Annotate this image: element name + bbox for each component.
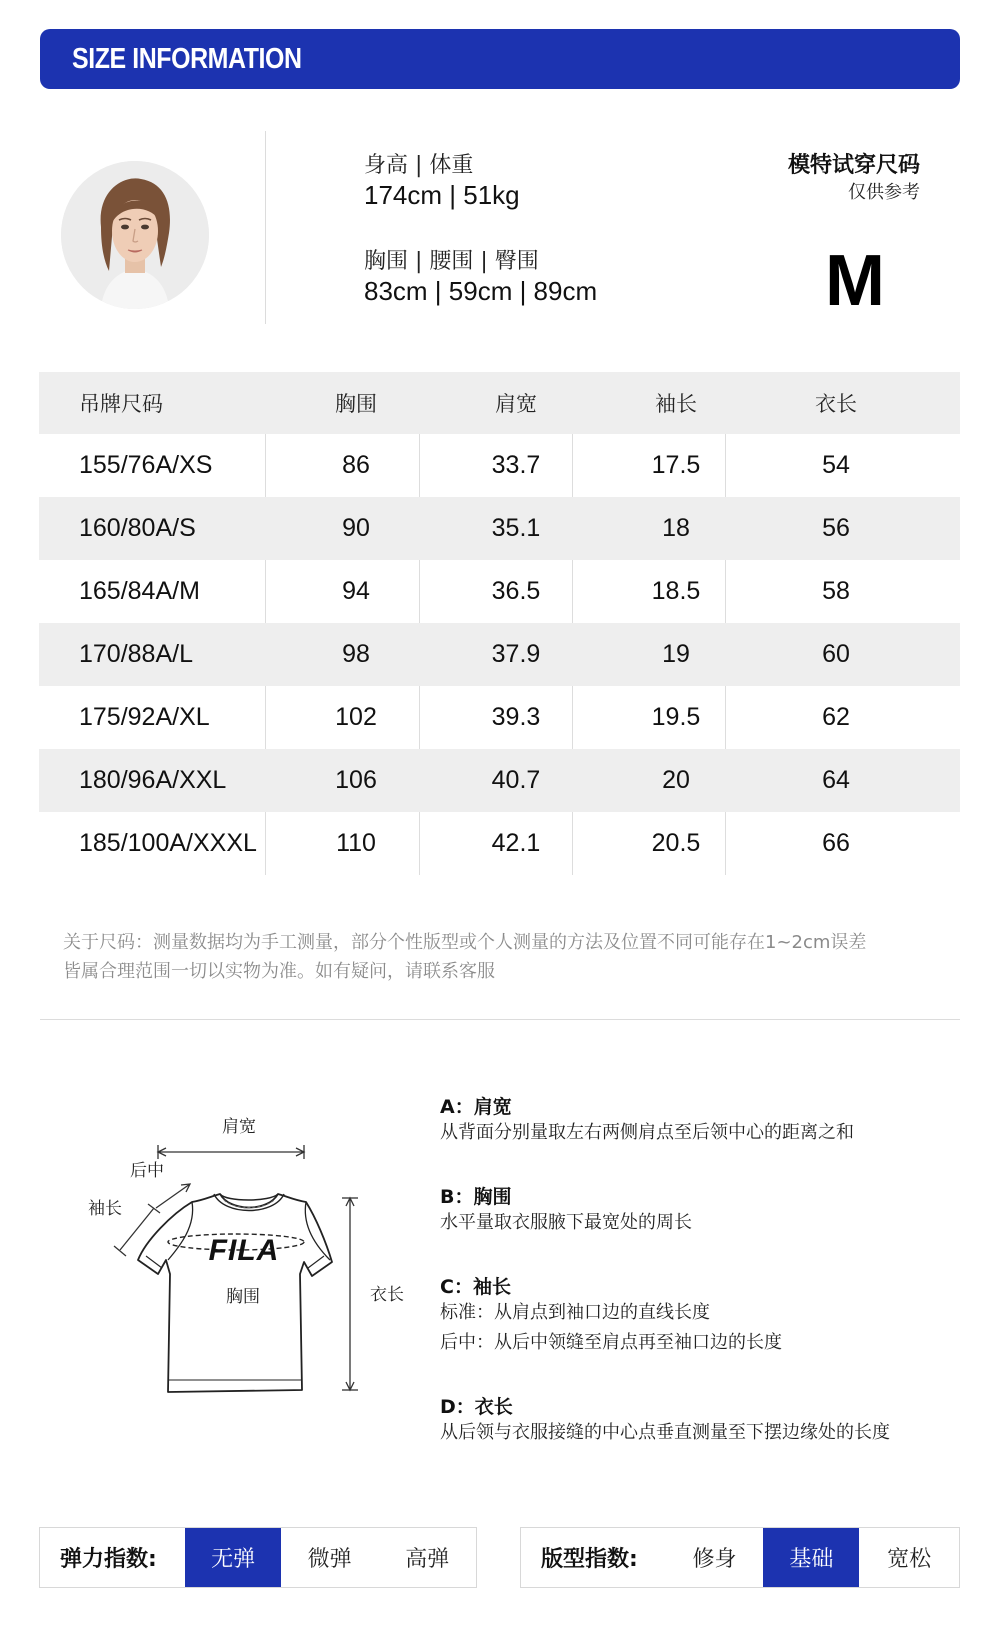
table-row: [39, 812, 960, 875]
trial-size-title: 模特试穿尺码: [787, 153, 920, 178]
label-back-center: 后中: [130, 1161, 164, 1181]
cell-chest: 90: [342, 514, 370, 542]
elasticity-option-high[interactable]: 高弹: [405, 1547, 450, 1572]
cell-chest: 110: [336, 829, 376, 857]
fit-option-regular[interactable]: 基础: [763, 1528, 859, 1587]
height-weight-label: 身高 | 体重: [364, 153, 474, 178]
cell-sleeve: 20: [662, 766, 690, 794]
cell-tag-size: 185/100A/XXXL: [79, 829, 257, 857]
measure-a-title: A：肩宽: [440, 1096, 512, 1118]
label-sleeve-length: 袖长: [88, 1199, 122, 1219]
cell-length: 58: [822, 577, 850, 605]
size-note: [63, 928, 963, 986]
cell-shoulder: 37.9: [491, 640, 541, 668]
cell-sleeve: 18.5: [651, 577, 701, 605]
size-note-line: 皆属合理范围一切以实物为准。如有疑问，请联系客服: [63, 961, 495, 982]
cell-sleeve: 20.5: [651, 829, 701, 857]
cell-chest: 102: [335, 703, 377, 731]
cell-shoulder: 40.7: [491, 766, 541, 794]
cell-shoulder: 42.1: [491, 829, 541, 857]
cell-shoulder: 39.3: [491, 703, 541, 731]
fit-option-slim[interactable]: 修身: [692, 1547, 737, 1572]
cell-length: 54: [822, 451, 850, 479]
model-divider: [265, 131, 266, 324]
cell-sleeve: 17.5: [651, 451, 701, 479]
header-sleeve: 袖长: [655, 392, 697, 416]
cell-tag-size: 180/96A/XXL: [79, 766, 227, 794]
header-shoulder: 肩宽: [495, 392, 537, 416]
header-length: 衣长: [815, 392, 857, 416]
fit-index: [520, 1527, 960, 1588]
table-row: [39, 623, 960, 686]
cell-chest: 94: [342, 577, 370, 605]
measure-c-title: C：袖长: [440, 1276, 511, 1298]
table-row: [39, 686, 960, 749]
cell-length: 66: [822, 829, 850, 857]
elasticity-option-slight[interactable]: 微弹: [307, 1547, 352, 1572]
table-row: [39, 749, 960, 812]
header-tag-size: 吊牌尺码: [79, 392, 163, 416]
body-measure-label: 胸围 | 腰围 | 臀围: [364, 249, 539, 274]
label-shoulder-width: 肩宽: [222, 1116, 256, 1137]
cell-chest: 98: [342, 640, 370, 668]
measure-b-title: B：胸围: [440, 1186, 512, 1208]
trial-size-note: 仅供参考: [848, 182, 920, 203]
cell-tag-size: 155/76A/XS: [79, 451, 213, 479]
measure-c-text: 后中：从后中领缝至肩点再至袖口边的长度: [440, 1332, 782, 1353]
cell-shoulder: 36.5: [491, 577, 541, 605]
table-row: [39, 434, 960, 497]
fila-logo: FILA: [208, 1234, 280, 1267]
cell-tag-size: 160/80A/S: [79, 514, 196, 542]
cell-length: 60: [822, 640, 850, 668]
tshirt-diagram: [80, 1110, 420, 1430]
cell-tag-size: 175/92A/XL: [79, 703, 210, 731]
cell-tag-size: 165/84A/M: [79, 577, 200, 605]
model-face-image: [61, 161, 209, 309]
label-length: 衣长: [370, 1285, 404, 1305]
elasticity-title: 弹力指数:: [60, 1547, 157, 1572]
table-header-row: [39, 372, 960, 434]
page-title: SIZE INFORMATION: [72, 43, 302, 75]
cell-length: 64: [822, 766, 850, 794]
section-divider: [40, 1019, 960, 1020]
size-note-line: 关于尺码：测量数据均为手工测量，部分个性版型或个人测量的方法及位置不同可能存在1~2cm误差: [63, 932, 867, 953]
measure-a-text: 从背面分别量取左右两侧肩点至后领中心的距离之和: [440, 1122, 854, 1143]
measure-b-text: 水平量取衣服腋下最宽处的周长: [440, 1212, 692, 1233]
body-measure-value: 83cm | 59cm | 89cm: [364, 276, 598, 306]
elasticity-option-none[interactable]: 无弹: [185, 1528, 281, 1587]
table-row: [39, 560, 960, 623]
fit-option-loose[interactable]: 宽松: [887, 1547, 932, 1572]
cell-length: 62: [822, 703, 850, 731]
cell-tag-size: 170/88A/L: [79, 640, 193, 668]
cell-sleeve: 19: [662, 640, 690, 668]
label-chest: 胸围: [226, 1287, 260, 1307]
cell-shoulder: 33.7: [491, 451, 541, 479]
height-weight-value: 174cm | 51kg: [364, 180, 520, 210]
table-row: [39, 497, 960, 560]
size-table: [39, 372, 960, 875]
elasticity-index: [39, 1527, 477, 1588]
cell-sleeve: 19.5: [651, 703, 701, 731]
fit-title: 版型指数:: [541, 1547, 638, 1572]
measure-c-text: 标准：从肩点到袖口边的直线长度: [440, 1302, 710, 1323]
header-chest: 胸围: [335, 392, 377, 416]
model-avatar: [61, 161, 209, 309]
cell-sleeve: 18: [662, 514, 690, 542]
trial-size-value: M: [825, 241, 885, 321]
cell-length: 56: [822, 514, 850, 542]
cell-shoulder: 35.1: [491, 514, 541, 542]
header-banner: [40, 29, 960, 89]
cell-chest: 106: [335, 766, 377, 794]
measure-d-text: 从后领与衣服接缝的中心点垂直测量至下摆边缘处的长度: [440, 1422, 890, 1443]
measure-d-title: D：衣长: [440, 1396, 513, 1418]
cell-chest: 86: [342, 451, 370, 479]
